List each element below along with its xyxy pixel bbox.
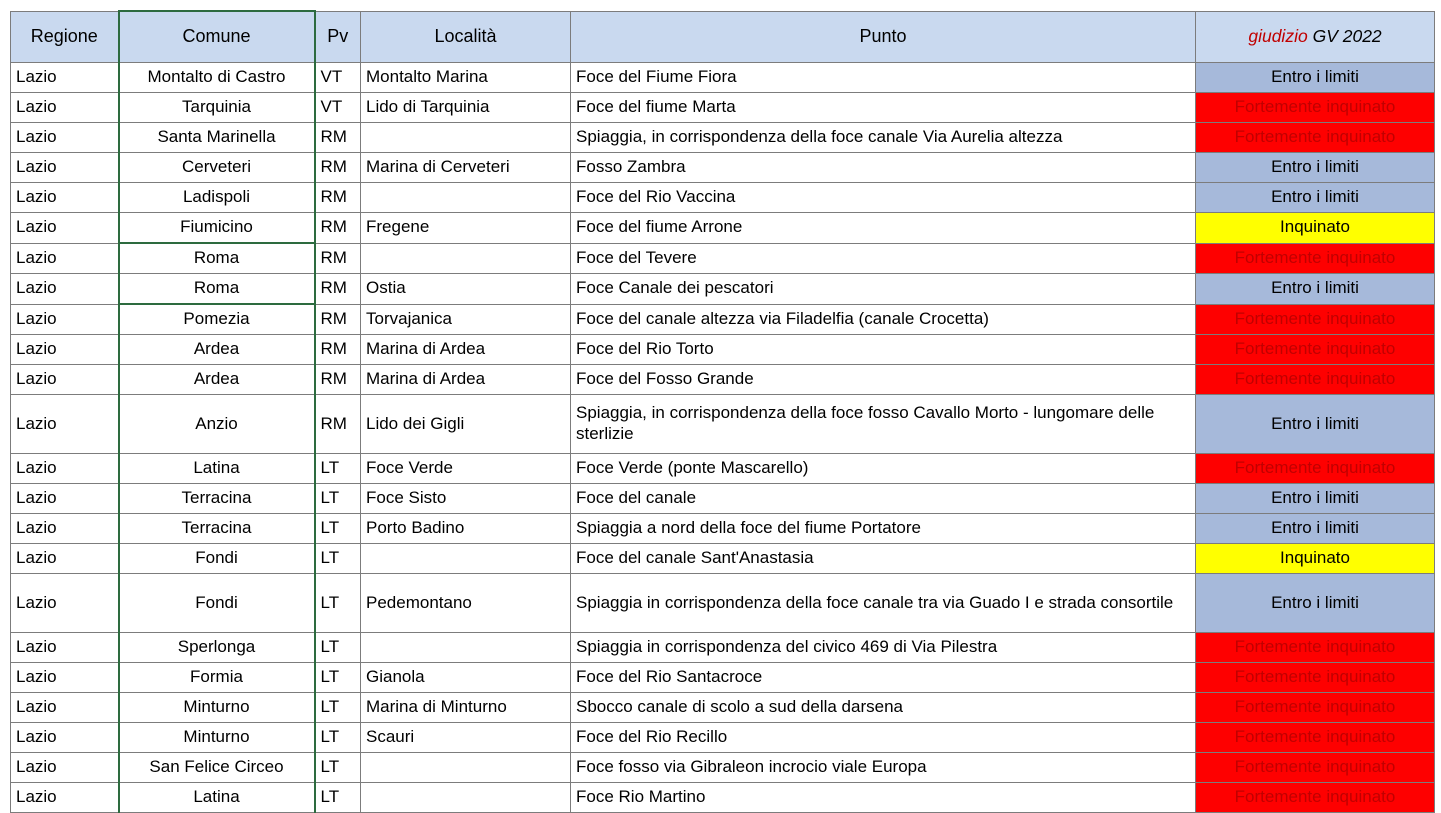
- cell-pv[interactable]: RM: [315, 153, 361, 183]
- cell-localita[interactable]: Lido di Tarquinia: [361, 93, 571, 123]
- cell-giudizio[interactable]: Entro i limiti: [1196, 574, 1435, 633]
- cell-giudizio[interactable]: Fortemente inquinato: [1196, 753, 1435, 783]
- cell-punto[interactable]: Foce del Fosso Grande: [571, 365, 1196, 395]
- cell-localita[interactable]: [361, 753, 571, 783]
- cell-comune[interactable]: Minturno: [119, 693, 315, 723]
- table-row[interactable]: [11, 484, 1435, 514]
- cell-punto[interactable]: Foce del canale altezza via Filadelfia (canale Crocetta): [571, 304, 1196, 335]
- cell-localita[interactable]: Marina di Ardea: [361, 335, 571, 365]
- cell-localita[interactable]: Marina di Cerveteri: [361, 153, 571, 183]
- cell-regione[interactable]: Lazio: [11, 663, 119, 693]
- table-row[interactable]: [11, 243, 1435, 274]
- cell-punto[interactable]: Spiaggia, in corrispondenza della foce canale Via Aurelia altezza: [571, 123, 1196, 153]
- cell-comune[interactable]: Roma: [119, 243, 315, 274]
- cell-pv[interactable]: RM: [315, 183, 361, 213]
- table-row[interactable]: [11, 93, 1435, 123]
- table-body: [11, 63, 1435, 813]
- cell-comune[interactable]: Terracina: [119, 514, 315, 544]
- cell-regione[interactable]: Lazio: [11, 395, 119, 454]
- cell-comune[interactable]: Formia: [119, 663, 315, 693]
- giudizio-year: GV 2022: [1312, 26, 1382, 47]
- cell-punto[interactable]: Foce Verde (ponte Mascarello): [571, 454, 1196, 484]
- cell-giudizio[interactable]: Fortemente inquinato: [1196, 663, 1435, 693]
- table-row[interactable]: [11, 335, 1435, 365]
- cell-giudizio[interactable]: Entro i limiti: [1196, 274, 1435, 305]
- cell-giudizio[interactable]: Inquinato: [1196, 213, 1435, 244]
- cell-pv[interactable]: RM: [315, 123, 361, 153]
- cell-giudizio[interactable]: Fortemente inquinato: [1196, 693, 1435, 723]
- cell-pv[interactable]: LT: [315, 693, 361, 723]
- cell-regione[interactable]: Lazio: [11, 514, 119, 544]
- cell-regione[interactable]: Lazio: [11, 335, 119, 365]
- cell-punto[interactable]: Foce fosso via Gibraleon incrocio viale Europa: [571, 753, 1196, 783]
- cell-comune[interactable]: Ardea: [119, 335, 315, 365]
- cell-pv[interactable]: RM: [315, 274, 361, 305]
- cell-pv[interactable]: LT: [315, 574, 361, 633]
- cell-pv[interactable]: LT: [315, 544, 361, 574]
- cell-punto[interactable]: Foce del Tevere: [571, 243, 1196, 274]
- cell-localita[interactable]: Marina di Ardea: [361, 365, 571, 395]
- cell-punto[interactable]: Foce del Rio Recillo: [571, 723, 1196, 753]
- cell-punto[interactable]: Foce del Rio Vaccina: [571, 183, 1196, 213]
- header-row: [11, 11, 1435, 63]
- cell-punto[interactable]: Foce del fiume Arrone: [571, 213, 1196, 244]
- cell-regione[interactable]: Lazio: [11, 213, 119, 244]
- cell-comune[interactable]: Roma: [119, 274, 315, 305]
- cell-pv[interactable]: VT: [315, 93, 361, 123]
- cell-giudizio[interactable]: Fortemente inquinato: [1196, 123, 1435, 153]
- table-row[interactable]: [11, 183, 1435, 213]
- cell-regione[interactable]: Lazio: [11, 304, 119, 335]
- column-header-regione[interactable]: Regione: [11, 11, 119, 63]
- cell-giudizio[interactable]: Fortemente inquinato: [1196, 304, 1435, 335]
- cell-giudizio[interactable]: Entro i limiti: [1196, 514, 1435, 544]
- cell-punto[interactable]: Foce Canale dei pescatori: [571, 274, 1196, 305]
- table-row[interactable]: [11, 544, 1435, 574]
- cell-localita[interactable]: Marina di Minturno: [361, 693, 571, 723]
- column-header-comune[interactable]: Comune: [119, 11, 315, 63]
- cell-comune[interactable]: Pomezia: [119, 304, 315, 335]
- giudizio-label: giudizio: [1248, 26, 1308, 47]
- cell-localita[interactable]: Pedemontano: [361, 574, 571, 633]
- cell-punto[interactable]: Foce del Rio Santacroce: [571, 663, 1196, 693]
- cell-giudizio[interactable]: Inquinato: [1196, 544, 1435, 574]
- cell-localita[interactable]: Fregene: [361, 213, 571, 244]
- cell-regione[interactable]: Lazio: [11, 183, 119, 213]
- cell-comune[interactable]: Fondi: [119, 544, 315, 574]
- cell-giudizio[interactable]: Fortemente inquinato: [1196, 633, 1435, 663]
- cell-punto[interactable]: Foce del canale: [571, 484, 1196, 514]
- cell-localita[interactable]: [361, 544, 571, 574]
- cell-regione[interactable]: Lazio: [11, 454, 119, 484]
- cell-comune[interactable]: Cerveteri: [119, 153, 315, 183]
- cell-pv[interactable]: RM: [315, 304, 361, 335]
- cell-comune[interactable]: San Felice Circeo: [119, 753, 315, 783]
- cell-giudizio[interactable]: Entro i limiti: [1196, 395, 1435, 454]
- table-row[interactable]: [11, 63, 1435, 93]
- table-row[interactable]: [11, 723, 1435, 753]
- cell-giudizio[interactable]: Fortemente inquinato: [1196, 454, 1435, 484]
- table-row[interactable]: [11, 693, 1435, 723]
- table-header: [11, 11, 1435, 63]
- cell-pv[interactable]: RM: [315, 365, 361, 395]
- cell-comune[interactable]: Sperlonga: [119, 633, 315, 663]
- cell-regione[interactable]: Lazio: [11, 93, 119, 123]
- table-row[interactable]: [11, 123, 1435, 153]
- cell-punto[interactable]: Foce Rio Martino: [571, 783, 1196, 813]
- cell-localita[interactable]: Montalto Marina: [361, 63, 571, 93]
- cell-comune[interactable]: Montalto di Castro: [119, 63, 315, 93]
- cell-pv[interactable]: VT: [315, 63, 361, 93]
- cell-regione[interactable]: Lazio: [11, 574, 119, 633]
- table-row[interactable]: [11, 274, 1435, 305]
- cell-punto[interactable]: Fosso Zambra: [571, 153, 1196, 183]
- cell-localita[interactable]: Porto Badino: [361, 514, 571, 544]
- cell-punto[interactable]: Spiaggia, in corrispondenza della foce fosso Cavallo Morto - lungomare delle sterlizie: [571, 395, 1196, 454]
- cell-regione[interactable]: Lazio: [11, 693, 119, 723]
- cell-giudizio[interactable]: Fortemente inquinato: [1196, 335, 1435, 365]
- cell-giudizio[interactable]: Entro i limiti: [1196, 484, 1435, 514]
- cell-pv[interactable]: RM: [315, 335, 361, 365]
- cell-comune[interactable]: Terracina: [119, 484, 315, 514]
- cell-localita[interactable]: [361, 183, 571, 213]
- table-row[interactable]: [11, 395, 1435, 454]
- cell-regione[interactable]: Lazio: [11, 243, 119, 274]
- column-header-giudizio[interactable]: [1196, 11, 1435, 63]
- cell-pv[interactable]: LT: [315, 484, 361, 514]
- cell-pv[interactable]: LT: [315, 514, 361, 544]
- cell-giudizio[interactable]: Fortemente inquinato: [1196, 243, 1435, 274]
- cell-punto[interactable]: Foce del Rio Torto: [571, 335, 1196, 365]
- cell-pv[interactable]: LT: [315, 633, 361, 663]
- cell-localita[interactable]: Lido dei Gigli: [361, 395, 571, 454]
- cell-comune[interactable]: Tarquinia: [119, 93, 315, 123]
- cell-regione[interactable]: Lazio: [11, 274, 119, 305]
- cell-giudizio[interactable]: Entro i limiti: [1196, 153, 1435, 183]
- cell-regione[interactable]: Lazio: [11, 783, 119, 813]
- cell-localita[interactable]: Scauri: [361, 723, 571, 753]
- cell-punto[interactable]: Spiaggia in corrispondenza della foce canale tra via Guado I e strada consortile: [571, 574, 1196, 633]
- table-row[interactable]: [11, 304, 1435, 335]
- cell-localita[interactable]: [361, 243, 571, 274]
- table-row[interactable]: [11, 633, 1435, 663]
- table-row[interactable]: [11, 213, 1435, 244]
- cell-punto[interactable]: Foce del Fiume Fiora: [571, 63, 1196, 93]
- cell-pv[interactable]: LT: [315, 454, 361, 484]
- cell-localita[interactable]: Torvajanica: [361, 304, 571, 335]
- table-row[interactable]: [11, 514, 1435, 544]
- table-row[interactable]: [11, 365, 1435, 395]
- cell-localita[interactable]: Ostia: [361, 274, 571, 305]
- cell-comune[interactable]: Latina: [119, 454, 315, 484]
- cell-comune[interactable]: Fiumicino: [119, 213, 315, 244]
- cell-localita[interactable]: [361, 633, 571, 663]
- cell-punto[interactable]: Spiaggia in corrispondenza del civico 469 di Via Pilestra: [571, 633, 1196, 663]
- cell-regione[interactable]: Lazio: [11, 633, 119, 663]
- cell-pv[interactable]: RM: [315, 243, 361, 274]
- table-row[interactable]: [11, 153, 1435, 183]
- cell-regione[interactable]: Lazio: [11, 544, 119, 574]
- cell-pv[interactable]: LT: [315, 723, 361, 753]
- water-quality-table: [10, 10, 1435, 813]
- cell-giudizio[interactable]: Entro i limiti: [1196, 63, 1435, 93]
- cell-localita[interactable]: [361, 123, 571, 153]
- cell-localita[interactable]: Gianola: [361, 663, 571, 693]
- cell-localita[interactable]: Foce Verde: [361, 454, 571, 484]
- cell-localita[interactable]: Foce Sisto: [361, 484, 571, 514]
- cell-punto[interactable]: Spiaggia a nord della foce del fiume Portatore: [571, 514, 1196, 544]
- column-header-pv[interactable]: Pv: [315, 11, 361, 63]
- cell-punto[interactable]: Foce del fiume Marta: [571, 93, 1196, 123]
- cell-regione[interactable]: Lazio: [11, 153, 119, 183]
- cell-punto[interactable]: Sbocco canale di scolo a sud della darsena: [571, 693, 1196, 723]
- cell-pv[interactable]: RM: [315, 213, 361, 244]
- cell-comune[interactable]: Ardea: [119, 365, 315, 395]
- cell-pv[interactable]: LT: [315, 663, 361, 693]
- table-row[interactable]: [11, 783, 1435, 813]
- cell-localita[interactable]: [361, 783, 571, 813]
- cell-giudizio[interactable]: Fortemente inquinato: [1196, 365, 1435, 395]
- cell-comune[interactable]: Fondi: [119, 574, 315, 633]
- cell-regione[interactable]: Lazio: [11, 123, 119, 153]
- table-row[interactable]: [11, 454, 1435, 484]
- cell-regione[interactable]: Lazio: [11, 63, 119, 93]
- cell-punto[interactable]: Foce del canale Sant'Anastasia: [571, 544, 1196, 574]
- column-header-localita[interactable]: Località: [361, 11, 571, 63]
- cell-giudizio[interactable]: Fortemente inquinato: [1196, 783, 1435, 813]
- column-header-punto[interactable]: Punto: [571, 11, 1196, 63]
- cell-regione[interactable]: Lazio: [11, 365, 119, 395]
- cell-regione[interactable]: Lazio: [11, 484, 119, 514]
- cell-pv[interactable]: LT: [315, 753, 361, 783]
- cell-comune[interactable]: Anzio: [119, 395, 315, 454]
- table-row[interactable]: [11, 574, 1435, 633]
- table-row[interactable]: [11, 663, 1435, 693]
- cell-comune[interactable]: Santa Marinella: [119, 123, 315, 153]
- cell-pv[interactable]: RM: [315, 395, 361, 454]
- cell-giudizio[interactable]: Fortemente inquinato: [1196, 93, 1435, 123]
- cell-comune[interactable]: Latina: [119, 783, 315, 813]
- table-row[interactable]: [11, 753, 1435, 783]
- cell-comune[interactable]: Ladispoli: [119, 183, 315, 213]
- cell-comune[interactable]: Minturno: [119, 723, 315, 753]
- cell-giudizio[interactable]: Fortemente inquinato: [1196, 723, 1435, 753]
- cell-regione[interactable]: Lazio: [11, 723, 119, 753]
- cell-regione[interactable]: Lazio: [11, 753, 119, 783]
- cell-giudizio[interactable]: Entro i limiti: [1196, 183, 1435, 213]
- cell-pv[interactable]: LT: [315, 783, 361, 813]
